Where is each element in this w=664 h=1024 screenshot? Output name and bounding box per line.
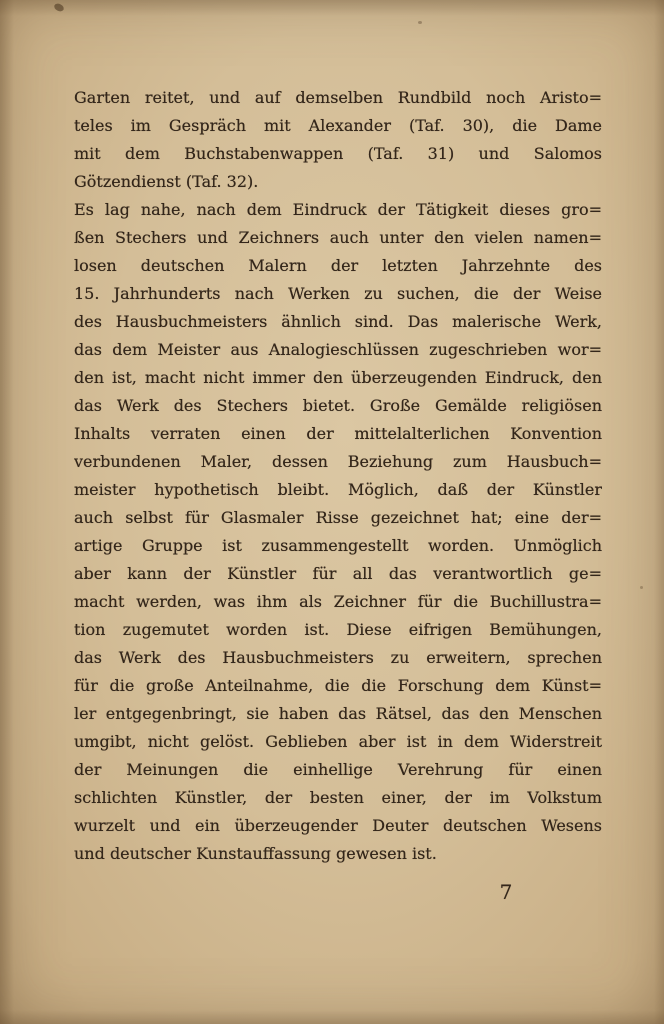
text-line: Es lag nahe, nach dem Eindruck der Tätigkeit dieses gro= bbox=[74, 200, 602, 219]
text-line: das Werk des Stechers bietet. Große Gemälde religiösen bbox=[74, 396, 602, 415]
paragraph bbox=[74, 84, 602, 196]
paragraph bbox=[74, 196, 602, 868]
text-line: den ist, macht nicht immer den überzeugenden Eindruck, den bbox=[74, 368, 602, 387]
text-line: ßen Stechers und Zeichners auch unter den vielen namen= bbox=[74, 228, 602, 247]
page-number: 7 bbox=[499, 880, 513, 904]
text-line: auch selbst für Glasmaler Risse gezeichnet hat; eine der= bbox=[74, 508, 602, 527]
paper-speck bbox=[418, 21, 422, 24]
text-line: der Meinungen die einhellige Verehrung für einen bbox=[74, 760, 602, 779]
text-line: meister hypothetisch bleibt. Möglich, daß der Künstler bbox=[74, 480, 602, 499]
paper-speck bbox=[640, 586, 643, 589]
text-line: aber kann der Künstler für all das verantwortlich ge= bbox=[74, 564, 602, 583]
page-text bbox=[74, 84, 602, 868]
text-line: verbundenen Maler, dessen Beziehung zum Hausbuch= bbox=[74, 452, 602, 471]
text-line: teles im Gespräch mit Alexander (Taf. 30), die Dame bbox=[74, 116, 602, 135]
text-line: das dem Meister aus Analogieschlüssen zugeschrieben wor= bbox=[74, 340, 602, 359]
text-line: des Hausbuchmeisters ähnlich sind. Das malerische Werk, bbox=[74, 312, 602, 331]
paper-speck bbox=[53, 2, 65, 13]
text-line: Garten reitet, und auf demselben Rundbild noch Aristo= bbox=[74, 88, 602, 107]
text-line: losen deutschen Malern der letzten Jahrzehnte des bbox=[74, 256, 602, 275]
text-line: mit dem Buchstabenwappen (Taf. 31) und Salomos bbox=[74, 144, 602, 163]
text-line: das Werk des Hausbuchmeisters zu erweitern, sprechen bbox=[74, 648, 602, 667]
text-line: artige Gruppe ist zusammengestellt worden. Unmöglich bbox=[74, 536, 602, 555]
text-line: Götzendienst (Taf. 32). bbox=[74, 172, 259, 191]
text-line: für die große Anteilnahme, die die Forschung dem Künst= bbox=[74, 676, 602, 695]
text-line: schlichten Künstler, der besten einer, der im Volkstum bbox=[74, 788, 602, 807]
text-line: und deutscher Kunstauffassung gewesen ist. bbox=[74, 844, 437, 863]
text-line: tion zugemutet worden ist. Diese eifrigen Bemühungen, bbox=[74, 620, 602, 639]
text-line: ler entgegenbringt, sie haben das Rätsel, das den Menschen bbox=[74, 704, 602, 723]
text-line: 15. Jahrhunderts nach Werken zu suchen, die der Weise bbox=[74, 284, 602, 303]
text-line: umgibt, nicht gelöst. Geblieben aber ist in dem Widerstreit bbox=[74, 732, 602, 751]
text-line: macht werden, was ihm als Zeichner für die Buchillustra= bbox=[74, 592, 602, 611]
text-line: wurzelt und ein überzeugender Deuter deutschen Wesens bbox=[74, 816, 602, 835]
text-line: Inhalts verraten einen der mittelalterlichen Konvention bbox=[74, 424, 602, 443]
